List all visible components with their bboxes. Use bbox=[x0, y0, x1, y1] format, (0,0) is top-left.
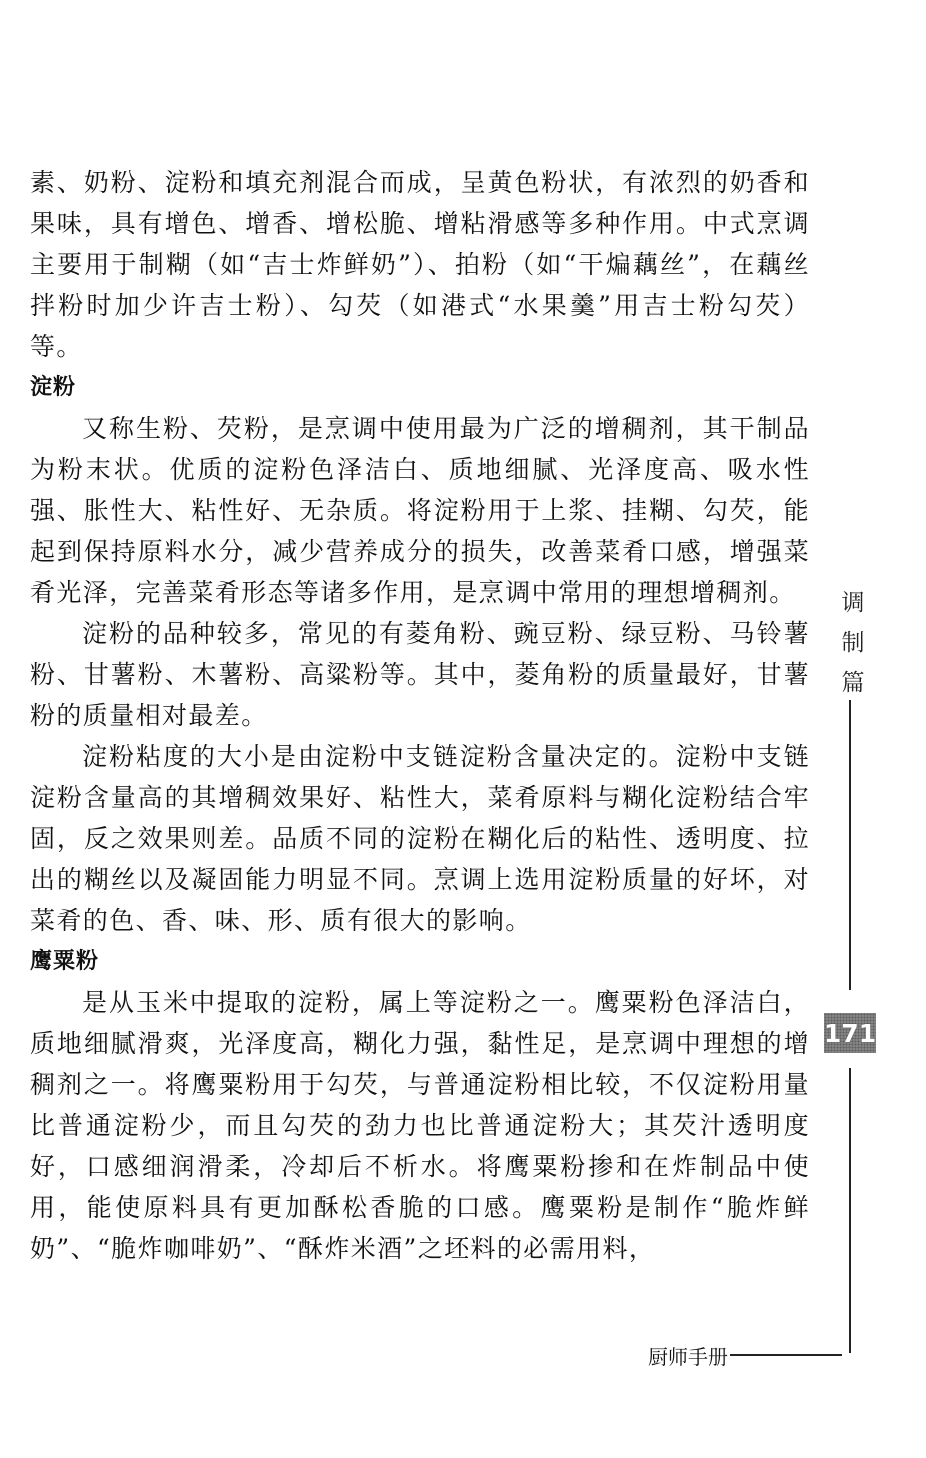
side-title-char: 篇 bbox=[841, 670, 865, 696]
margin-rule-top bbox=[849, 700, 851, 990]
paragraph-starch-varieties: 淀粉的品种较多，常见的有菱角粉、豌豆粉、绿豆粉、马铃薯粉、甘薯粉、木薯粉、高粱粉等。其中，菱角粉的质量最好，甘薯粉的质量相对最差。 bbox=[30, 619, 810, 730]
page-body bbox=[30, 162, 810, 1269]
side-title-char: 制 bbox=[841, 630, 865, 656]
book-title: 厨师手册 bbox=[648, 1344, 728, 1369]
side-title-char: 调 bbox=[841, 590, 865, 616]
paragraph-starch-viscosity: 淀粉粘度的大小是由淀粉中支链淀粉含量决定的。淀粉中支链淀粉含量高的其增稠效果好、粘性大，菜肴原料与糊化淀粉结合牢固，反之效果则差。品质不同的淀粉在糊化后的粘性、透明度、拉出的糊丝以及凝固能力明显不同。烹调上选用淀粉质量的好坏，对菜肴的色、香、味、形、质有很大的影响。 bbox=[30, 742, 810, 935]
page-number-badge bbox=[824, 1013, 876, 1053]
footer-rule bbox=[730, 1354, 842, 1356]
paragraph-custard-powder-continued: 素、奶粉、淀粉和填充剂混合而成，呈黄色粉状，有浓烈的奶香和果味，具有增色、增香、增松脆、增粘滑感等多种作用。中式烹调主要用于制糊（如“吉士炸鲜奶”）、拍粉（如“干煸藕丝”，在藕丝拌粉时加少许吉士粉）、勾芡（如港式“水果羹”用吉士粉勾芡）等。 bbox=[30, 168, 810, 361]
footer bbox=[648, 1340, 842, 1370]
section-side-title bbox=[838, 583, 868, 703]
paragraph-starch-intro: 又称生粉、芡粉，是烹调中使用最为广泛的增稠剂，其干制品为粉末状。优质的淀粉色泽洁白、质地细腻、光泽度高、吸水性强、胀性大、粘性好、无杂质。将淀粉用于上浆、挂糊、勾芡，能起到保持原料水分，减少营养成分的损失，改善菜肴口感，增强菜肴光泽，完善菜肴形态等诸多作用，是烹调中常用的理想增稠剂。 bbox=[30, 414, 810, 607]
heading-corn-starch: 鹰粟粉 bbox=[30, 949, 100, 974]
heading-starch: 淀粉 bbox=[30, 375, 77, 400]
page-number: 171 bbox=[823, 1018, 877, 1048]
margin-rule-bottom bbox=[849, 1068, 851, 1353]
paragraph-corn-starch: 是从玉米中提取的淀粉，属上等淀粉之一。鹰粟粉色泽洁白，质地细腻滑爽，光泽度高，糊化力强，黏性足，是烹调中理想的增稠剂之一。将鹰粟粉用于勾芡，与普通淀粉相比较，不仅淀粉用量比普通淀粉少，而且勾芡的劲力也比普通淀粉大；其芡汁透明度好，口感细润滑柔，冷却后不析水。将鹰粟粉掺和在炸制品中使用，能使原料具有更加酥松香脆的口感。鹰粟粉是制作“脆炸鲜奶”、“脆炸咖啡奶”、“酥炸米酒”之坯料的必需用料， bbox=[30, 988, 810, 1263]
